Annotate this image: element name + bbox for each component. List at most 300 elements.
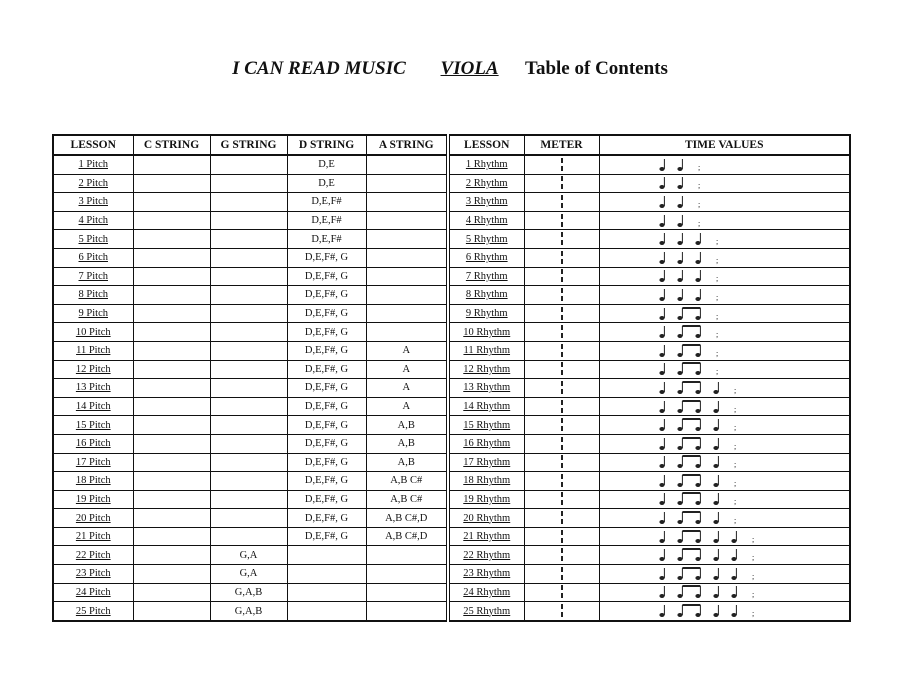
c-string-cell bbox=[133, 155, 210, 174]
svg-text:;: ; bbox=[697, 181, 700, 191]
lesson-cell: 10 Pitch bbox=[53, 323, 133, 342]
time-signature-icon bbox=[559, 157, 565, 173]
header-g-string: G STRING bbox=[210, 135, 287, 155]
time-values-cell bbox=[599, 416, 850, 435]
rhythm-lesson-cell: 15 Rhythm bbox=[448, 416, 524, 435]
meter-cell bbox=[524, 397, 599, 416]
lesson-cell: 20 Pitch bbox=[53, 509, 133, 528]
rhythm-notes-icon bbox=[658, 250, 778, 266]
c-string-cell bbox=[133, 602, 210, 621]
rhythm-notes-icon bbox=[658, 529, 778, 545]
c-string-cell bbox=[133, 397, 210, 416]
g-string-cell bbox=[210, 472, 287, 491]
a-string-cell: A bbox=[366, 341, 448, 360]
d-string-cell: D,E,F# bbox=[287, 193, 366, 212]
d-string-cell: D,E,F#, G bbox=[287, 304, 366, 323]
svg-text:;: ; bbox=[733, 441, 736, 451]
header-time-values: TIME VALUES bbox=[599, 135, 850, 155]
meter-cell bbox=[524, 565, 599, 584]
rhythm-lesson-cell: 2 Rhythm bbox=[448, 174, 524, 193]
a-string-cell bbox=[366, 546, 448, 565]
rhythm-notes-icon bbox=[658, 175, 778, 191]
c-string-cell bbox=[133, 490, 210, 509]
g-string-cell bbox=[210, 230, 287, 249]
rhythm-lesson-cell: 5 Rhythm bbox=[448, 230, 524, 249]
table-row bbox=[53, 267, 850, 286]
a-string-cell bbox=[366, 323, 448, 342]
a-string-cell bbox=[366, 230, 448, 249]
table-row bbox=[53, 323, 850, 342]
g-string-cell bbox=[210, 211, 287, 230]
rhythm-lesson-cell: 21 Rhythm bbox=[448, 527, 524, 546]
g-string-cell bbox=[210, 304, 287, 323]
c-string-cell bbox=[133, 230, 210, 249]
svg-text:;: ; bbox=[751, 571, 754, 581]
a-string-cell bbox=[366, 602, 448, 621]
rhythm-notes-icon bbox=[658, 454, 778, 470]
time-signature-icon bbox=[559, 603, 565, 619]
time-values-cell bbox=[599, 267, 850, 286]
d-string-cell: D,E,F# bbox=[287, 211, 366, 230]
rhythm-notes-icon bbox=[658, 157, 778, 173]
meter-cell bbox=[524, 416, 599, 435]
rhythm-notes-icon bbox=[658, 324, 778, 340]
meter-cell bbox=[524, 304, 599, 323]
g-string-cell bbox=[210, 434, 287, 453]
time-values-cell bbox=[599, 509, 850, 528]
g-string-cell bbox=[210, 509, 287, 528]
d-string-cell: D,E,F#, G bbox=[287, 434, 366, 453]
time-values-cell bbox=[599, 193, 850, 212]
table-row bbox=[53, 397, 850, 416]
meter-cell bbox=[524, 323, 599, 342]
time-values-cell bbox=[599, 323, 850, 342]
rhythm-notes-icon bbox=[658, 491, 778, 507]
time-signature-icon bbox=[559, 324, 565, 340]
time-values-cell bbox=[599, 304, 850, 323]
c-string-cell bbox=[133, 527, 210, 546]
g-string-cell bbox=[210, 453, 287, 472]
d-string-cell: D,E bbox=[287, 155, 366, 174]
c-string-cell bbox=[133, 472, 210, 491]
table-row bbox=[53, 304, 850, 323]
table-row bbox=[53, 490, 850, 509]
time-values-cell bbox=[599, 286, 850, 305]
time-values-cell bbox=[599, 546, 850, 565]
d-string-cell: D,E,F#, G bbox=[287, 490, 366, 509]
meter-cell bbox=[524, 472, 599, 491]
table-row bbox=[53, 583, 850, 602]
a-string-cell: A,B bbox=[366, 453, 448, 472]
svg-text:;: ; bbox=[733, 460, 736, 470]
time-values-cell bbox=[599, 583, 850, 602]
lesson-cell: 23 Pitch bbox=[53, 565, 133, 584]
time-values-cell bbox=[599, 527, 850, 546]
d-string-cell bbox=[287, 565, 366, 584]
a-string-cell: A bbox=[366, 379, 448, 398]
meter-cell bbox=[524, 453, 599, 472]
meter-cell bbox=[524, 583, 599, 602]
lesson-cell: 4 Pitch bbox=[53, 211, 133, 230]
time-signature-icon bbox=[559, 473, 565, 489]
time-signature-icon bbox=[559, 213, 565, 229]
a-string-cell bbox=[366, 155, 448, 174]
table-row bbox=[53, 546, 850, 565]
time-values-cell bbox=[599, 472, 850, 491]
c-string-cell bbox=[133, 379, 210, 398]
table-row bbox=[53, 174, 850, 193]
lesson-cell: 11 Pitch bbox=[53, 341, 133, 360]
g-string-cell: G,A bbox=[210, 565, 287, 584]
g-string-cell bbox=[210, 174, 287, 193]
rhythm-lesson-cell: 17 Rhythm bbox=[448, 453, 524, 472]
meter-cell bbox=[524, 546, 599, 565]
rhythm-notes-icon bbox=[658, 194, 778, 210]
rhythm-notes-icon bbox=[658, 306, 778, 322]
lesson-cell: 12 Pitch bbox=[53, 360, 133, 379]
c-string-cell bbox=[133, 546, 210, 565]
g-string-cell bbox=[210, 397, 287, 416]
d-string-cell: D,E,F#, G bbox=[287, 472, 366, 491]
g-string-cell bbox=[210, 341, 287, 360]
a-string-cell: A,B C#,D bbox=[366, 509, 448, 528]
rhythm-lesson-cell: 12 Rhythm bbox=[448, 360, 524, 379]
rhythm-lesson-cell: 4 Rhythm bbox=[448, 211, 524, 230]
time-signature-icon bbox=[559, 250, 565, 266]
svg-text:;: ; bbox=[715, 292, 718, 302]
time-signature-icon bbox=[559, 306, 565, 322]
a-string-cell: A,B bbox=[366, 416, 448, 435]
instrument-title: VIOLA bbox=[440, 58, 499, 79]
svg-text:;: ; bbox=[733, 516, 736, 526]
meter-cell bbox=[524, 286, 599, 305]
table-body bbox=[53, 155, 850, 621]
table-row bbox=[53, 602, 850, 621]
time-signature-icon bbox=[559, 194, 565, 210]
rhythm-notes-icon bbox=[658, 268, 778, 284]
lesson-cell: 16 Pitch bbox=[53, 434, 133, 453]
time-signature-icon bbox=[559, 231, 565, 247]
svg-text:;: ; bbox=[715, 330, 718, 340]
meter-cell bbox=[524, 230, 599, 249]
svg-text:;: ; bbox=[733, 497, 736, 507]
a-string-cell bbox=[366, 174, 448, 193]
c-string-cell bbox=[133, 304, 210, 323]
svg-text:;: ; bbox=[715, 237, 718, 247]
a-string-cell: A bbox=[366, 397, 448, 416]
lesson-cell: 2 Pitch bbox=[53, 174, 133, 193]
time-signature-icon bbox=[559, 454, 565, 470]
svg-text:;: ; bbox=[751, 590, 754, 600]
lesson-cell: 7 Pitch bbox=[53, 267, 133, 286]
table-row bbox=[53, 155, 850, 174]
c-string-cell bbox=[133, 211, 210, 230]
a-string-cell: A,B C#,D bbox=[366, 527, 448, 546]
rhythm-notes-icon bbox=[658, 473, 778, 489]
table-row bbox=[53, 211, 850, 230]
lesson-cell: 15 Pitch bbox=[53, 416, 133, 435]
meter-cell bbox=[524, 341, 599, 360]
d-string-cell: D,E,F#, G bbox=[287, 453, 366, 472]
rhythm-lesson-cell: 6 Rhythm bbox=[448, 248, 524, 267]
book-title: I CAN READ MUSIC bbox=[232, 58, 406, 79]
lesson-cell: 21 Pitch bbox=[53, 527, 133, 546]
d-string-cell: D,E,F#, G bbox=[287, 397, 366, 416]
lesson-cell: 3 Pitch bbox=[53, 193, 133, 212]
c-string-cell bbox=[133, 434, 210, 453]
c-string-cell bbox=[133, 193, 210, 212]
time-values-cell bbox=[599, 211, 850, 230]
table-row bbox=[53, 416, 850, 435]
c-string-cell bbox=[133, 174, 210, 193]
c-string-cell bbox=[133, 360, 210, 379]
c-string-cell bbox=[133, 509, 210, 528]
c-string-cell bbox=[133, 323, 210, 342]
time-values-cell bbox=[599, 453, 850, 472]
time-signature-icon bbox=[559, 417, 565, 433]
d-string-cell: D,E,F#, G bbox=[287, 341, 366, 360]
g-string-cell bbox=[210, 286, 287, 305]
header-c-string: C STRING bbox=[133, 135, 210, 155]
time-values-cell bbox=[599, 360, 850, 379]
table-row bbox=[53, 193, 850, 212]
rhythm-lesson-cell: 16 Rhythm bbox=[448, 434, 524, 453]
rhythm-lesson-cell: 14 Rhythm bbox=[448, 397, 524, 416]
a-string-cell bbox=[366, 565, 448, 584]
table-row bbox=[53, 341, 850, 360]
meter-cell bbox=[524, 434, 599, 453]
rhythm-notes-icon bbox=[658, 213, 778, 229]
lesson-cell: 9 Pitch bbox=[53, 304, 133, 323]
a-string-cell bbox=[366, 304, 448, 323]
time-values-cell bbox=[599, 379, 850, 398]
rhythm-notes-icon bbox=[658, 380, 778, 396]
time-signature-icon bbox=[559, 343, 565, 359]
d-string-cell: D,E,F#, G bbox=[287, 248, 366, 267]
header-meter: METER bbox=[524, 135, 599, 155]
page-title bbox=[0, 58, 900, 80]
svg-text:;: ; bbox=[751, 534, 754, 544]
g-string-cell: G,A,B bbox=[210, 583, 287, 602]
svg-text:;: ; bbox=[733, 423, 736, 433]
time-signature-icon bbox=[559, 268, 565, 284]
time-signature-icon bbox=[559, 529, 565, 545]
meter-cell bbox=[524, 360, 599, 379]
rhythm-notes-icon bbox=[658, 231, 778, 247]
d-string-cell: D,E,F#, G bbox=[287, 267, 366, 286]
g-string-cell: G,A,B bbox=[210, 602, 287, 621]
d-string-cell: D,E,F#, G bbox=[287, 379, 366, 398]
rhythm-lesson-cell: 19 Rhythm bbox=[448, 490, 524, 509]
d-string-cell: D,E,F#, G bbox=[287, 527, 366, 546]
table-row bbox=[53, 248, 850, 267]
svg-text:;: ; bbox=[733, 478, 736, 488]
svg-text:;: ; bbox=[715, 311, 718, 321]
d-string-cell: D,E,F#, G bbox=[287, 509, 366, 528]
time-values-cell bbox=[599, 174, 850, 193]
rhythm-lesson-cell: 8 Rhythm bbox=[448, 286, 524, 305]
lesson-cell: 8 Pitch bbox=[53, 286, 133, 305]
rhythm-lesson-cell: 10 Rhythm bbox=[448, 323, 524, 342]
svg-text:;: ; bbox=[715, 367, 718, 377]
meter-cell bbox=[524, 527, 599, 546]
time-signature-icon bbox=[559, 510, 565, 526]
d-string-cell bbox=[287, 546, 366, 565]
time-signature-icon bbox=[559, 491, 565, 507]
rhythm-lesson-cell: 25 Rhythm bbox=[448, 602, 524, 621]
table-row bbox=[53, 230, 850, 249]
rhythm-lesson-cell: 20 Rhythm bbox=[448, 509, 524, 528]
d-string-cell bbox=[287, 583, 366, 602]
g-string-cell bbox=[210, 267, 287, 286]
time-signature-icon bbox=[559, 584, 565, 600]
lesson-cell: 6 Pitch bbox=[53, 248, 133, 267]
lesson-cell: 18 Pitch bbox=[53, 472, 133, 491]
g-string-cell bbox=[210, 527, 287, 546]
a-string-cell bbox=[366, 286, 448, 305]
header-a-string: A STRING bbox=[366, 135, 448, 155]
lesson-cell: 22 Pitch bbox=[53, 546, 133, 565]
rhythm-notes-icon bbox=[658, 361, 778, 377]
rhythm-lesson-cell: 13 Rhythm bbox=[448, 379, 524, 398]
g-string-cell bbox=[210, 323, 287, 342]
meter-cell bbox=[524, 248, 599, 267]
time-values-cell bbox=[599, 565, 850, 584]
lesson-cell: 5 Pitch bbox=[53, 230, 133, 249]
meter-cell bbox=[524, 193, 599, 212]
meter-cell bbox=[524, 602, 599, 621]
c-string-cell bbox=[133, 341, 210, 360]
table-row bbox=[53, 509, 850, 528]
time-values-cell bbox=[599, 434, 850, 453]
table-row bbox=[53, 360, 850, 379]
rhythm-lesson-cell: 9 Rhythm bbox=[448, 304, 524, 323]
d-string-cell: D,E,F#, G bbox=[287, 360, 366, 379]
c-string-cell bbox=[133, 583, 210, 602]
svg-text:;: ; bbox=[697, 199, 700, 209]
a-string-cell bbox=[366, 267, 448, 286]
a-string-cell: A,B C# bbox=[366, 472, 448, 491]
table-row bbox=[53, 565, 850, 584]
rhythm-notes-icon bbox=[658, 287, 778, 303]
svg-text:;: ; bbox=[751, 553, 754, 563]
time-values-cell bbox=[599, 230, 850, 249]
table-row bbox=[53, 453, 850, 472]
meter-cell bbox=[524, 211, 599, 230]
rhythm-notes-icon bbox=[658, 399, 778, 415]
rhythm-notes-icon bbox=[658, 603, 778, 619]
lesson-cell: 13 Pitch bbox=[53, 379, 133, 398]
c-string-cell bbox=[133, 565, 210, 584]
svg-text:;: ; bbox=[697, 218, 700, 228]
g-string-cell: G,A bbox=[210, 546, 287, 565]
meter-cell bbox=[524, 490, 599, 509]
a-string-cell: A,B C# bbox=[366, 490, 448, 509]
rhythm-lesson-cell: 1 Rhythm bbox=[448, 155, 524, 174]
meter-cell bbox=[524, 509, 599, 528]
rhythm-lesson-cell: 22 Rhythm bbox=[448, 546, 524, 565]
svg-text:;: ; bbox=[733, 404, 736, 414]
time-signature-icon bbox=[559, 287, 565, 303]
rhythm-notes-icon bbox=[658, 566, 778, 582]
rhythm-lesson-cell: 11 Rhythm bbox=[448, 341, 524, 360]
time-values-cell bbox=[599, 602, 850, 621]
d-string-cell: D,E,F#, G bbox=[287, 323, 366, 342]
table-of-contents bbox=[52, 134, 851, 622]
time-signature-icon bbox=[559, 566, 565, 582]
time-values-cell bbox=[599, 490, 850, 509]
c-string-cell bbox=[133, 453, 210, 472]
rhythm-notes-icon bbox=[658, 343, 778, 359]
meter-cell bbox=[524, 155, 599, 174]
d-string-cell: D,E,F# bbox=[287, 230, 366, 249]
svg-text:;: ; bbox=[751, 609, 754, 619]
time-values-cell bbox=[599, 341, 850, 360]
time-values-cell bbox=[599, 397, 850, 416]
meter-cell bbox=[524, 379, 599, 398]
g-string-cell bbox=[210, 379, 287, 398]
header-lesson: LESSON bbox=[53, 135, 133, 155]
lesson-cell: 25 Pitch bbox=[53, 602, 133, 621]
time-signature-icon bbox=[559, 547, 565, 563]
g-string-cell bbox=[210, 490, 287, 509]
c-string-cell bbox=[133, 267, 210, 286]
rhythm-lesson-cell: 18 Rhythm bbox=[448, 472, 524, 491]
rhythm-lesson-cell: 7 Rhythm bbox=[448, 267, 524, 286]
a-string-cell bbox=[366, 248, 448, 267]
a-string-cell: A,B bbox=[366, 434, 448, 453]
rhythm-lesson-cell: 24 Rhythm bbox=[448, 583, 524, 602]
time-signature-icon bbox=[559, 361, 565, 377]
svg-text:;: ; bbox=[733, 385, 736, 395]
table-row bbox=[53, 379, 850, 398]
rhythm-notes-icon bbox=[658, 584, 778, 600]
time-values-cell bbox=[599, 248, 850, 267]
lesson-cell: 24 Pitch bbox=[53, 583, 133, 602]
g-string-cell bbox=[210, 155, 287, 174]
time-signature-icon bbox=[559, 380, 565, 396]
lesson-cell: 14 Pitch bbox=[53, 397, 133, 416]
time-signature-icon bbox=[559, 399, 565, 415]
rhythm-lesson-cell: 23 Rhythm bbox=[448, 565, 524, 584]
meter-cell bbox=[524, 267, 599, 286]
svg-text:;: ; bbox=[715, 348, 718, 358]
contents-title: Table of Contents bbox=[525, 58, 668, 79]
table-row bbox=[53, 527, 850, 546]
c-string-cell bbox=[133, 248, 210, 267]
table-row bbox=[53, 472, 850, 491]
svg-text:;: ; bbox=[697, 162, 700, 172]
g-string-cell bbox=[210, 360, 287, 379]
g-string-cell bbox=[210, 416, 287, 435]
svg-text:;: ; bbox=[715, 274, 718, 284]
table-row bbox=[53, 434, 850, 453]
d-string-cell: D,E bbox=[287, 174, 366, 193]
a-string-cell bbox=[366, 211, 448, 230]
rhythm-lesson-cell: 3 Rhythm bbox=[448, 193, 524, 212]
d-string-cell: D,E,F#, G bbox=[287, 286, 366, 305]
header-d-string: D STRING bbox=[287, 135, 366, 155]
rhythm-notes-icon bbox=[658, 436, 778, 452]
a-string-cell bbox=[366, 583, 448, 602]
time-values-cell bbox=[599, 155, 850, 174]
d-string-cell bbox=[287, 602, 366, 621]
lesson-cell: 17 Pitch bbox=[53, 453, 133, 472]
c-string-cell bbox=[133, 416, 210, 435]
d-string-cell: D,E,F#, G bbox=[287, 416, 366, 435]
svg-text:;: ; bbox=[715, 255, 718, 265]
g-string-cell bbox=[210, 193, 287, 212]
